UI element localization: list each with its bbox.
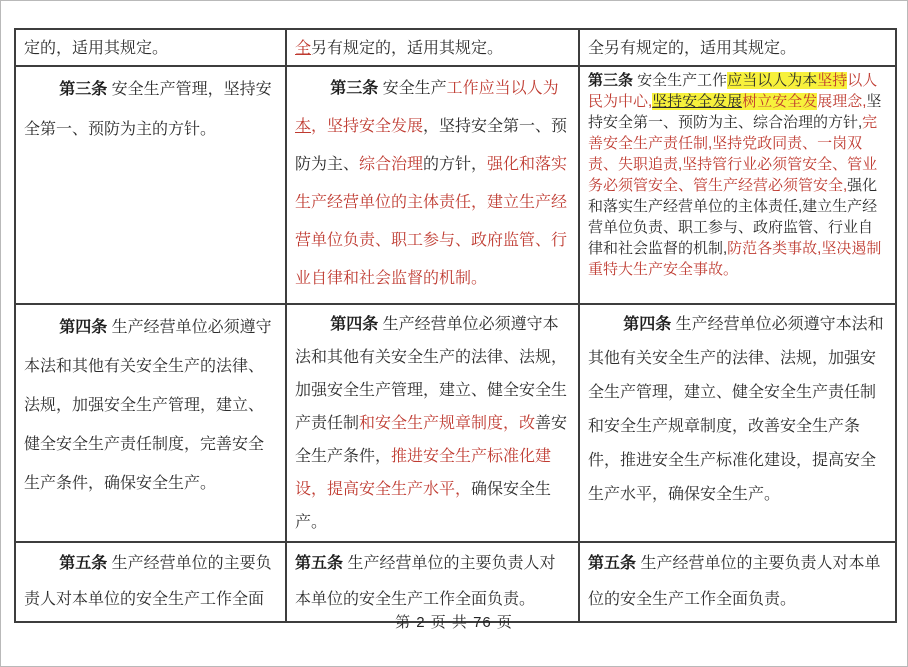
text-segment: 安全生产	[378, 80, 447, 97]
text-segment: 以人民为中心,	[588, 72, 878, 110]
text-segment: 生产经营单位的主要负责人对本单位的安全生产工作全面负责。	[588, 555, 881, 608]
text-segment: 完善安全生产责任制,坚持党政同责、一岗双责、失职追责,坚持管行业必须管安全、管业务必须管安全、管生产经营必须管安全,	[588, 114, 878, 194]
text-segment: 生产经营单位必须遵守本法和其他有关安全生产的法律、法规，加强安全生产管理，建立、健全安全生产责任制度，完善安全生产条件，确保安全生产。	[24, 319, 272, 492]
article-text	[24, 546, 277, 618]
text-segment: 第四条	[59, 319, 108, 336]
table-cell	[286, 29, 579, 66]
text-segment: 第五条	[59, 555, 108, 572]
text-segment: 全	[295, 40, 312, 57]
table-row	[15, 66, 896, 304]
article-text	[24, 33, 277, 62]
table-cell	[15, 66, 286, 304]
article-text	[588, 308, 887, 512]
text-segment: 坚持安全发展	[652, 93, 743, 110]
text-segment: 第三条	[330, 80, 379, 97]
text-segment: ，坚持安全第一、预防为主、	[295, 118, 568, 173]
table-cell	[15, 29, 286, 66]
text-segment: 生产经营单位的主要负责人对本单位的安全生产工作全面	[24, 555, 272, 608]
text-segment: 的方针，	[423, 156, 488, 173]
text-segment: 第三条	[59, 81, 108, 98]
text-segment: 树立安全发	[742, 93, 818, 110]
text-segment: 展理念,	[817, 93, 867, 110]
text-segment: 第四条	[330, 316, 379, 333]
page-number: 第 2 页 共 76 页	[395, 614, 513, 631]
article-text	[295, 546, 570, 618]
text-segment: 本	[295, 118, 312, 135]
table-cell	[286, 66, 579, 304]
text-segment: 安全生产管理，坚持安全第一、预防为主的方针。	[24, 81, 272, 138]
text-segment: 强化和落实生产经营单位的主体责任，建立生产经营单位负责、职工参与、政府监管、行业自律和社会监督的机制。	[295, 156, 568, 287]
text-segment: 善安全生产条件，	[295, 415, 568, 465]
text-segment: 第五条	[295, 555, 344, 572]
text-segment: 强化和落实生产经营单位的主体责任,建立生产经营单位负责、职工参与、政府监管、行业自律和社会监督的机制,	[588, 177, 878, 257]
article-text	[295, 308, 570, 539]
text-segment: 生产经营单位的主要负责人对本单位的安全生产工作全面负责。	[295, 555, 556, 608]
text-segment: ，坚持安全发展	[311, 118, 424, 135]
text-segment: 定的，适用其规定。	[24, 40, 169, 57]
table-cell	[15, 304, 286, 542]
text-segment: 全另有规定的，适用其规定。	[588, 40, 797, 57]
text-segment: 第五条	[588, 555, 637, 572]
text-segment: 坚持	[817, 72, 848, 89]
table-cell	[579, 304, 896, 542]
text-segment: 确保安全生产。	[295, 481, 552, 531]
text-segment: 另有规定的，适用其规定。	[311, 40, 504, 57]
text-segment: 工作应当以人为	[446, 80, 559, 97]
text-segment: 生产经营单位必须遵守本法和其他有关安全生产的法律、法规，加强安全生产管理，建立、健全安全生产责任制	[295, 316, 568, 432]
law-comparison-table	[14, 28, 897, 623]
text-segment: 生产经营单位必须遵守本法和其他有关安全生产的法律、法规，加强安全生产管理，建立、健全安全生产责任制和安全生产规章制度，改善安全生产条件，推进安全生产标准化建设，提高安全生产水平，确保安全生产。	[588, 316, 884, 503]
text-segment: 防范各类事故,坚决遏制重特大生产安全事故。	[588, 240, 882, 278]
text-segment: 安全生产工作	[633, 72, 728, 89]
article-text	[24, 70, 277, 150]
text-segment: 第四条	[623, 316, 672, 333]
text-segment: 应当以人为本	[727, 72, 818, 89]
table-cell	[579, 29, 896, 66]
table-row	[15, 304, 896, 542]
article-text	[24, 308, 277, 503]
article-text	[295, 70, 570, 298]
article-text	[588, 546, 887, 618]
text-segment: 第三条	[588, 72, 634, 89]
text-segment: 推进安全生产标准化建设，提高安全生产水平，	[295, 448, 552, 498]
text-segment: 和安全生产规章制度，改	[359, 415, 536, 432]
article-text	[295, 33, 570, 62]
article-text	[588, 33, 887, 62]
table-cell	[286, 304, 579, 542]
text-segment: 坚持安全第一、预防为主、综合治理的方针,	[588, 93, 882, 131]
text-segment: 综合治理	[359, 156, 424, 173]
table-cell	[579, 66, 896, 304]
article-text	[588, 70, 887, 280]
table-row	[15, 29, 896, 66]
